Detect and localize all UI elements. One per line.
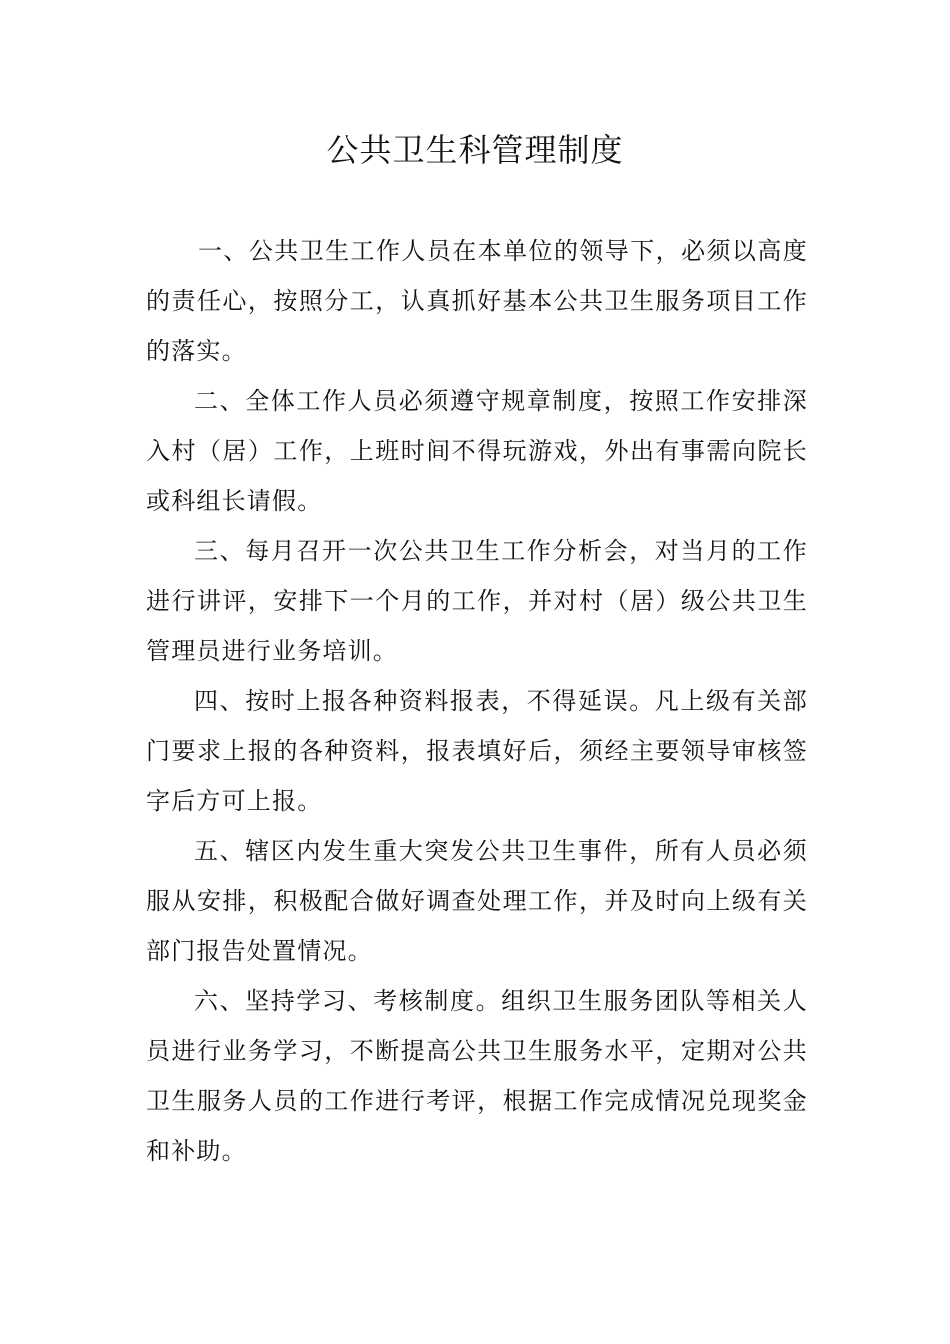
paragraph-3: 三、每月召开一次公共卫生工作分析会，对当月的工作进行讲评，安排下一个月的工作，并对村（居）级公共卫生管理员进行业务培训。 bbox=[146, 537, 808, 665]
paragraph-4: 四、按时上报各种资料报表，不得延误。凡上级有关部门要求上报的各种资料，报表填好后，须经主要领导审核签字后方可上报。 bbox=[146, 687, 808, 815]
paragraph-5: 五、辖区内发生重大突发公共卫生事件，所有人员必须服从安排，积极配合做好调查处理工作，并及时向上级有关部门报告处置情况。 bbox=[146, 837, 808, 965]
paragraph-6: 六、坚持学习、考核制度。组织卫生服务团队等相关人员进行业务学习，不断提高公共卫生服务水平，定期对公共卫生服务人员的工作进行考评，根据工作完成情况兑现奖金和补助。 bbox=[146, 987, 808, 1165]
paragraph-2: 二、全体工作人员必须遵守规章制度，按照工作安排深入村（居）工作，上班时间不得玩游戏，外出有事需向院长或科组长请假。 bbox=[146, 387, 808, 515]
document-body bbox=[146, 226, 808, 1176]
document-title: 公共卫生科管理制度 bbox=[326, 131, 624, 169]
paragraph-1: 一、公共卫生工作人员在本单位的领导下，必须以高度的责任心，按照分工，认真抓好基本公共卫生服务项目工作的落实。 bbox=[146, 237, 808, 365]
